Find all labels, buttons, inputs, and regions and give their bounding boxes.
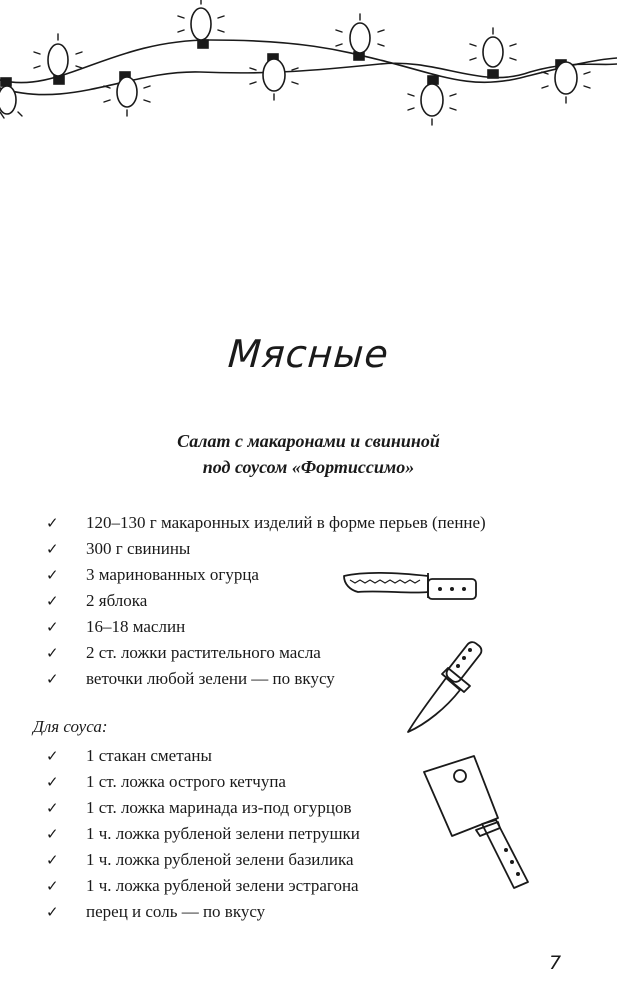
list-item [46, 743, 360, 769]
checkmark-icon: ✓ [46, 799, 59, 817]
ingredient-text: 1 стакан сметаны [86, 746, 212, 765]
ingredient-text: 3 маринованных огурца [86, 565, 259, 584]
list-item [46, 899, 360, 925]
light-bulb-icon [117, 72, 137, 107]
recipe-title-line-2: под соусом «Фортиссимо» [202, 457, 415, 477]
ingredient-text: 1 ч. ложка рубленой зелени эстрагона [86, 876, 359, 895]
recipe-title [0, 428, 617, 480]
ingredient-text: 2 ст. ложки растительного масла [86, 643, 321, 662]
checkmark-icon: ✓ [46, 825, 59, 843]
ingredient-text: 1 ч. ложка рубленой зелени петрушки [86, 824, 360, 843]
checkmark-icon: ✓ [46, 644, 59, 662]
list-item [46, 873, 360, 899]
serrated-knife-icon [340, 568, 480, 610]
sauce-ingredients-list [46, 743, 360, 925]
light-bulb-icon [421, 76, 443, 116]
checkmark-icon: ✓ [46, 566, 59, 584]
ingredient-text: 120–130 г макаронных изделий в форме перьев (пенне) [86, 513, 486, 532]
ingredient-text: 1 ч. ложка рубленой зелени базилика [86, 850, 354, 869]
ingredient-text: 1 ст. ложка острого кетчупа [86, 772, 286, 791]
ingredient-text: 2 яблока [86, 591, 148, 610]
light-bulb-icon [350, 23, 370, 60]
checkmark-icon: ✓ [46, 747, 59, 765]
light-bulb-icon [263, 54, 285, 91]
light-bulb-icon [483, 37, 503, 78]
sauce-label: Для соуса: [33, 717, 108, 736]
checkmark-icon: ✓ [46, 903, 59, 921]
list-item [46, 795, 360, 821]
chef-knife-icon [398, 628, 494, 738]
page-number: 7 [549, 952, 562, 974]
ingredient-text: перец и соль — по вкусу [86, 902, 266, 921]
checkmark-icon: ✓ [46, 670, 59, 688]
checkmark-icon: ✓ [46, 540, 59, 558]
ingredient-text: 16–18 маслин [86, 617, 186, 636]
checkmark-icon: ✓ [46, 877, 59, 895]
checkmark-icon: ✓ [46, 773, 59, 791]
checkmark-icon: ✓ [46, 514, 59, 532]
list-item [46, 847, 360, 873]
checkmark-icon: ✓ [46, 592, 59, 610]
list-item [46, 536, 486, 562]
ingredient-text: веточки любой зелени — по вкусу [86, 669, 335, 688]
checkmark-icon: ✓ [46, 618, 59, 636]
light-bulb-icon [0, 78, 16, 114]
checkmark-icon: ✓ [46, 851, 59, 869]
light-bulb-icon [191, 8, 211, 48]
recipe-title-line-1: Салат с макаронами и свининой [177, 431, 440, 451]
list-item [46, 769, 360, 795]
string-lights-decoration [0, 0, 617, 135]
ingredient-text: 300 г свинины [86, 539, 191, 558]
section-title: Мясные [226, 332, 391, 376]
list-item [46, 510, 486, 536]
cleaver-icon [418, 754, 536, 894]
list-item [46, 821, 360, 847]
ingredient-text: 1 ст. ложка маринада из-под огурцов [86, 798, 352, 817]
